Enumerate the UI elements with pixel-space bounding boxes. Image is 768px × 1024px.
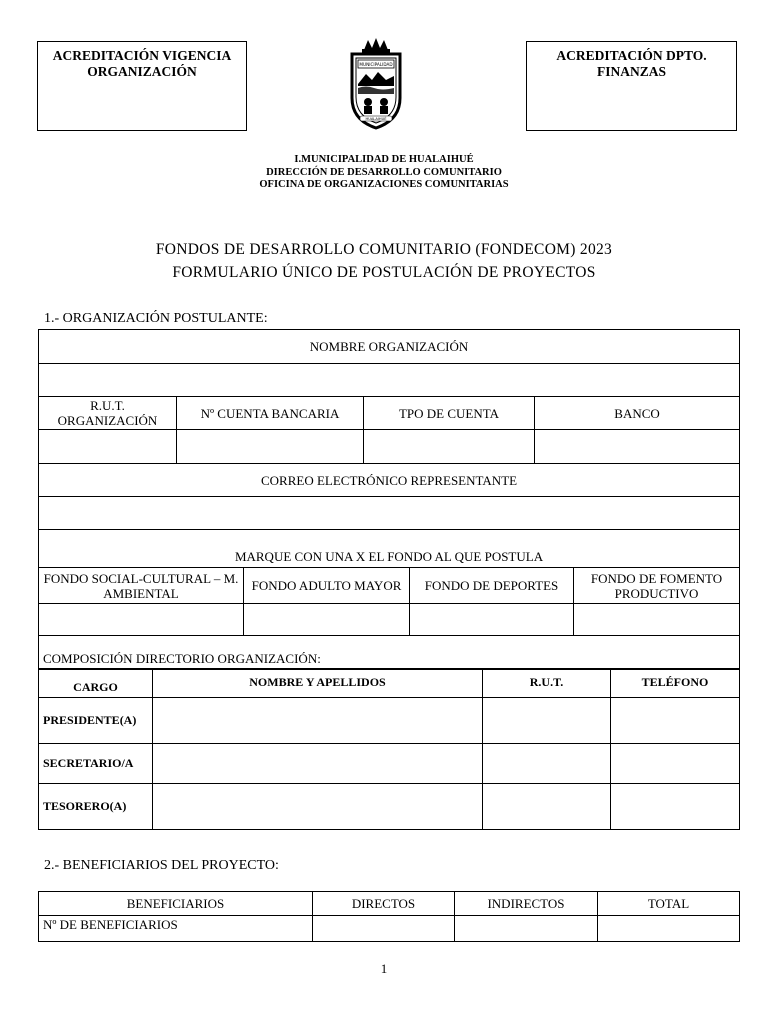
tipo-cuenta-label: TPO DE CUENTA: [364, 397, 535, 430]
cargo-presidente-label: PRESIDENTE(A): [39, 698, 153, 744]
banco-label: BANCO: [535, 397, 740, 430]
secretario-rut-input[interactable]: [483, 744, 611, 784]
institution-header: [0, 154, 768, 192]
cargo-tesorero-label: TESORERO(A): [39, 784, 153, 830]
banco-input[interactable]: [535, 430, 740, 464]
directos-input[interactable]: [313, 916, 455, 942]
fondo-fomento-productivo-checkbox[interactable]: [574, 604, 740, 636]
beneficiarios-table: [38, 891, 740, 942]
indirectos-input[interactable]: [455, 916, 598, 942]
cargo-secretario-label: SECRETARIO/A: [39, 744, 153, 784]
header-line-oficina: OFICINA DE ORGANIZACIONES COMUNITARIAS: [259, 179, 509, 190]
fondo-deportes-label: FONDO DE DEPORTES: [410, 568, 574, 604]
marque-fondo-label: MARQUE CON UNA X EL FONDO AL QUE POSTULA: [39, 530, 740, 568]
indirectos-header: INDIRECTOS: [455, 892, 598, 916]
rut-header: R.U.T.: [483, 669, 611, 698]
section2-title: 2.- BENEFICIARIOS DEL PROYECTO:: [44, 858, 279, 873]
acreditacion-finanzas-line2: FINANZAS: [596, 64, 666, 79]
acreditacion-vigencia-line2: ORGANIZACIÓN: [87, 64, 197, 79]
fondo-deportes-checkbox[interactable]: [410, 604, 574, 636]
acreditacion-vigencia-box: [37, 41, 247, 131]
presidente-nombre-input[interactable]: [153, 698, 483, 744]
cargo-header: CARGO: [39, 669, 153, 698]
acreditacion-vigencia-line1: ACREDITACIÓN VIGENCIA: [52, 48, 232, 63]
cuenta-bancaria-input[interactable]: [177, 430, 364, 464]
emblem-bottom-text: HUALAIHUÉ: [365, 117, 387, 121]
organizacion-table: [38, 329, 740, 530]
directos-header: DIRECTOS: [313, 892, 455, 916]
secretario-nombre-input[interactable]: [153, 744, 483, 784]
nombre-organizacion-input[interactable]: [39, 364, 740, 397]
presidente-telefono-input[interactable]: [611, 698, 740, 744]
directorio-title: COMPOSICIÓN DIRECTORIO ORGANIZACIÓN:: [39, 636, 740, 670]
tesorero-nombre-input[interactable]: [153, 784, 483, 830]
nombre-organizacion-label: NOMBRE ORGANIZACIÓN: [39, 330, 740, 364]
form-title-line2: FORMULARIO ÚNICO DE POSTULACIÓN DE PROYECTOS: [172, 264, 596, 281]
fondo-fomento-productivo-label: FONDO DE FOMENTO PRODUCTIVO: [574, 568, 740, 604]
tipo-cuenta-input[interactable]: [364, 430, 535, 464]
tesorero-telefono-input[interactable]: [611, 784, 740, 830]
tesorero-rut-input[interactable]: [483, 784, 611, 830]
beneficiarios-header: BENEFICIARIOS: [39, 892, 313, 916]
rut-organizacion-input[interactable]: [39, 430, 177, 464]
rut-organizacion-label: R.U.T. ORGANIZACIÓN: [39, 397, 177, 430]
crown-icon: [362, 38, 390, 53]
fondo-social-cultural-checkbox[interactable]: [39, 604, 244, 636]
directorio-table: [38, 668, 740, 830]
nombre-apellidos-header: NOMBRE Y APELLIDOS: [153, 669, 483, 698]
secretario-telefono-input[interactable]: [611, 744, 740, 784]
presidente-rut-input[interactable]: [483, 698, 611, 744]
page-number: 1: [380, 961, 388, 976]
fondo-table: [38, 529, 740, 670]
fondo-social-cultural-label: FONDO SOCIAL-CULTURAL – M. AMBIENTAL: [39, 568, 244, 604]
total-input[interactable]: [598, 916, 740, 942]
numero-beneficiarios-label: Nº DE BENEFICIARIOS: [39, 916, 313, 942]
fondo-adulto-mayor-checkbox[interactable]: [244, 604, 410, 636]
form-title: [0, 238, 768, 284]
acreditacion-finanzas-line1: ACREDITACIÓN DPTO.: [556, 48, 707, 63]
form-title-line1: FONDOS DE DESARROLLO COMUNITARIO (FONDECOM) 2023: [155, 241, 613, 258]
fondo-adulto-mayor-label: FONDO ADULTO MAYOR: [244, 568, 410, 604]
telefono-header: TELÉFONO: [611, 669, 740, 698]
header-line-direccion: DIRECCIÓN DE DESARROLLO COMUNITARIO: [266, 166, 502, 178]
header-line-municipalidad: I.MUNICIPALIDAD DE HUALAIHUÉ: [294, 154, 474, 165]
total-header: TOTAL: [598, 892, 740, 916]
cuenta-bancaria-label: Nº CUENTA BANCARIA: [177, 397, 364, 430]
section1-title: 1.- ORGANIZACIÓN POSTULANTE:: [44, 311, 268, 326]
correo-input[interactable]: [39, 497, 740, 530]
municipal-emblem: [344, 36, 408, 132]
correo-label: CORREO ELECTRÓNICO REPRESENTANTE: [39, 464, 740, 497]
acreditacion-finanzas-box: [526, 41, 737, 131]
emblem-top-text: MUNICIPALIDAD: [359, 62, 393, 67]
